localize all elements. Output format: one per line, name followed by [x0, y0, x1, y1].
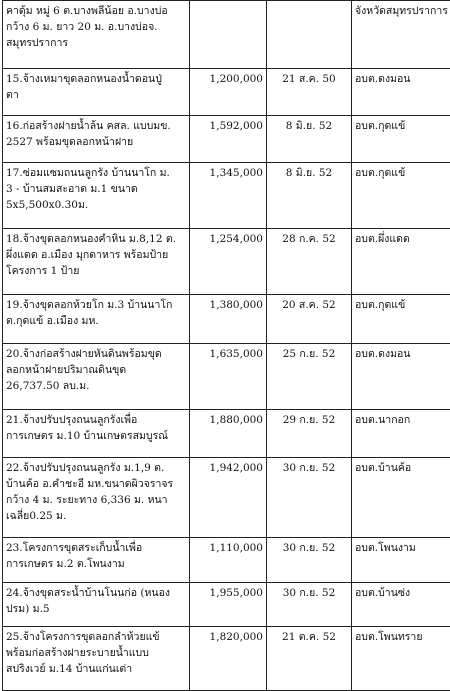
contract-date: 28 ก.ค. 52	[267, 229, 352, 295]
project-table	[2, 0, 450, 691]
contract-date: 30 ก.ย. 52	[267, 458, 352, 538]
budget-amount: 1,254,000	[190, 229, 267, 295]
description-line: 18.จ้างขุดลอกหนองคำหิน ม.8,12 ต.	[6, 231, 186, 247]
description-line: 21.จ้างปรับปรุงถนนลูกรังเพื่อ	[6, 412, 186, 428]
description-line: ตา	[6, 87, 186, 103]
description-line: 5x5,500x0.30ม.	[6, 197, 186, 213]
table-row	[3, 1, 450, 69]
project-description	[3, 583, 190, 627]
agency-name: อบต.โพนงาม	[352, 538, 450, 583]
agency-name: อบต.กุดแข้	[352, 295, 450, 344]
agency-name: อบต.โพนทราย	[352, 627, 450, 691]
contract-date: 21 ส.ค. 50	[267, 69, 352, 116]
description-line: 3 - บ้านสมสะอาด ม.1 ขนาด	[6, 181, 186, 197]
table-row	[3, 229, 450, 295]
agency-name: อบต.บ้านค้อ	[352, 458, 450, 538]
project-description	[3, 344, 190, 410]
contract-date: 29 ก.ย. 52	[267, 410, 352, 458]
contract-date: 30 ก.ย. 52	[267, 538, 352, 583]
description-line: การเกษตร ม.2 ต.โพนงาม	[6, 556, 186, 572]
project-description	[3, 116, 190, 163]
agency-name: อบต.กุดแข้	[352, 163, 450, 229]
project-description	[3, 229, 190, 295]
contract-date: 30 ก.ย. 52	[267, 583, 352, 627]
description-line: ต.กุดแข้ อ.เมือง มห.	[6, 313, 186, 329]
description-line: 24.จ้างขุดสระน้ำบ้านโนนก่อ (หนอง	[6, 585, 186, 601]
project-description	[3, 1, 190, 69]
budget-amount: 1,880,000	[190, 410, 267, 458]
description-line: 2527 พร้อมขุดลอกหน้าฝาย	[6, 134, 186, 150]
project-description	[3, 295, 190, 344]
agency-name: อบต.นากอก	[352, 410, 450, 458]
budget-amount: 1,820,000	[190, 627, 267, 691]
table-row	[3, 627, 450, 691]
contract-date: 25 ก.ย. 52	[267, 344, 352, 410]
table-row	[3, 583, 450, 627]
project-description	[3, 627, 190, 691]
description-line: สปริงเวย์ ม.14 บ้านแก่นเต่า	[6, 661, 186, 677]
agency-name: อบต.กุดแข้	[352, 116, 450, 163]
description-line: โครงการ 1 ป้าย	[6, 263, 186, 279]
description-line: 19.จ้างขุดลอกห้วยโก ม.3 บ้านนาโก	[6, 297, 186, 313]
budget-amount: 1,635,000	[190, 344, 267, 410]
budget-amount	[190, 1, 267, 69]
description-line: 22.จ้างปรับปรุงถนนลูกรัง ม.1,9 ต.	[6, 460, 186, 476]
budget-amount: 1,200,000	[190, 69, 267, 116]
description-line: บ้านค้อ อ.คำชะอี มห.ขนาดผิวจราจร	[6, 476, 186, 492]
contract-date: 21 ต.ค. 52	[267, 627, 352, 691]
description-line: 25.จ้างโครงการขุดลอกลำห้วยแข้	[6, 629, 186, 645]
description-line: คาดุ้ม หมู่ 6 ต.บางพลีน้อย อ.บางบ่อ	[6, 3, 186, 19]
description-line: กว้าง 4 ม. ระยะทาง 6,336 ม. หนา	[6, 492, 186, 508]
description-line: 16.ก่อสร้างฝายน้ำล้น คสล. แบบมข.	[6, 118, 186, 134]
table-row	[3, 116, 450, 163]
agency-name: อบต.ดงมอน	[352, 344, 450, 410]
description-line: การเกษตร ม.10 บ้านเกษตรสมบูรณ์	[6, 428, 186, 444]
description-line: 23.โครงการขุดสระเก็บน้ำเพื่อ	[6, 540, 186, 556]
description-line: กว้าง 6 ม. ยาว 20 ม. อ.บางบ่อจ.	[6, 19, 186, 35]
table-row	[3, 344, 450, 410]
contract-date: 8 มิ.ย. 52	[267, 163, 352, 229]
description-line: พร้อมก่อสร้างฝายระบายน้ำแบบ	[6, 645, 186, 661]
table-row	[3, 410, 450, 458]
table-row	[3, 538, 450, 583]
table-row	[3, 458, 450, 538]
budget-amount: 1,380,000	[190, 295, 267, 344]
description-line: เฉลี่ย0.25 ม.	[6, 508, 186, 524]
description-line: 17.ซ่อมแซมถนนลูกรัง บ้านนาโก ม.	[6, 165, 186, 181]
description-line: ผึ่งแดด อ.เมือง มุกดาหาร พร้อมป้าย	[6, 247, 186, 263]
description-line: สมุทรปราการ	[6, 35, 186, 51]
agency-name: อบต.บ้านซ่ง	[352, 583, 450, 627]
table-row	[3, 69, 450, 116]
description-line: 26,737.50 ลบ.ม.	[6, 378, 186, 394]
budget-amount: 1,942,000	[190, 458, 267, 538]
budget-amount: 1,955,000	[190, 583, 267, 627]
contract-date: 20 ส.ค. 52	[267, 295, 352, 344]
budget-amount: 1,110,000	[190, 538, 267, 583]
description-line: 20.จ้างก่อสร้างฝายหันดินพร้อมขุด	[6, 346, 186, 362]
project-description	[3, 163, 190, 229]
budget-amount: 1,345,000	[190, 163, 267, 229]
table-row	[3, 295, 450, 344]
project-description	[3, 538, 190, 583]
description-line: ลอกหน้าฝายปริมาณดินขุด	[6, 362, 186, 378]
budget-amount: 1,592,000	[190, 116, 267, 163]
agency-name: อบต.ผึ่งแดด	[352, 229, 450, 295]
project-description	[3, 410, 190, 458]
description-line: ปรม) ม.5	[6, 601, 186, 617]
contract-date	[267, 1, 352, 69]
project-description	[3, 69, 190, 116]
description-line: 15.จ้างเหมาขุดลอกหนองน้ำดอนปู่	[6, 71, 186, 87]
agency-name: จังหวัดสมุทรปราการ	[352, 1, 450, 69]
project-description	[3, 458, 190, 538]
agency-name: อบต.ดงมอน	[352, 69, 450, 116]
table-row	[3, 163, 450, 229]
contract-date: 8 มิ.ย. 52	[267, 116, 352, 163]
